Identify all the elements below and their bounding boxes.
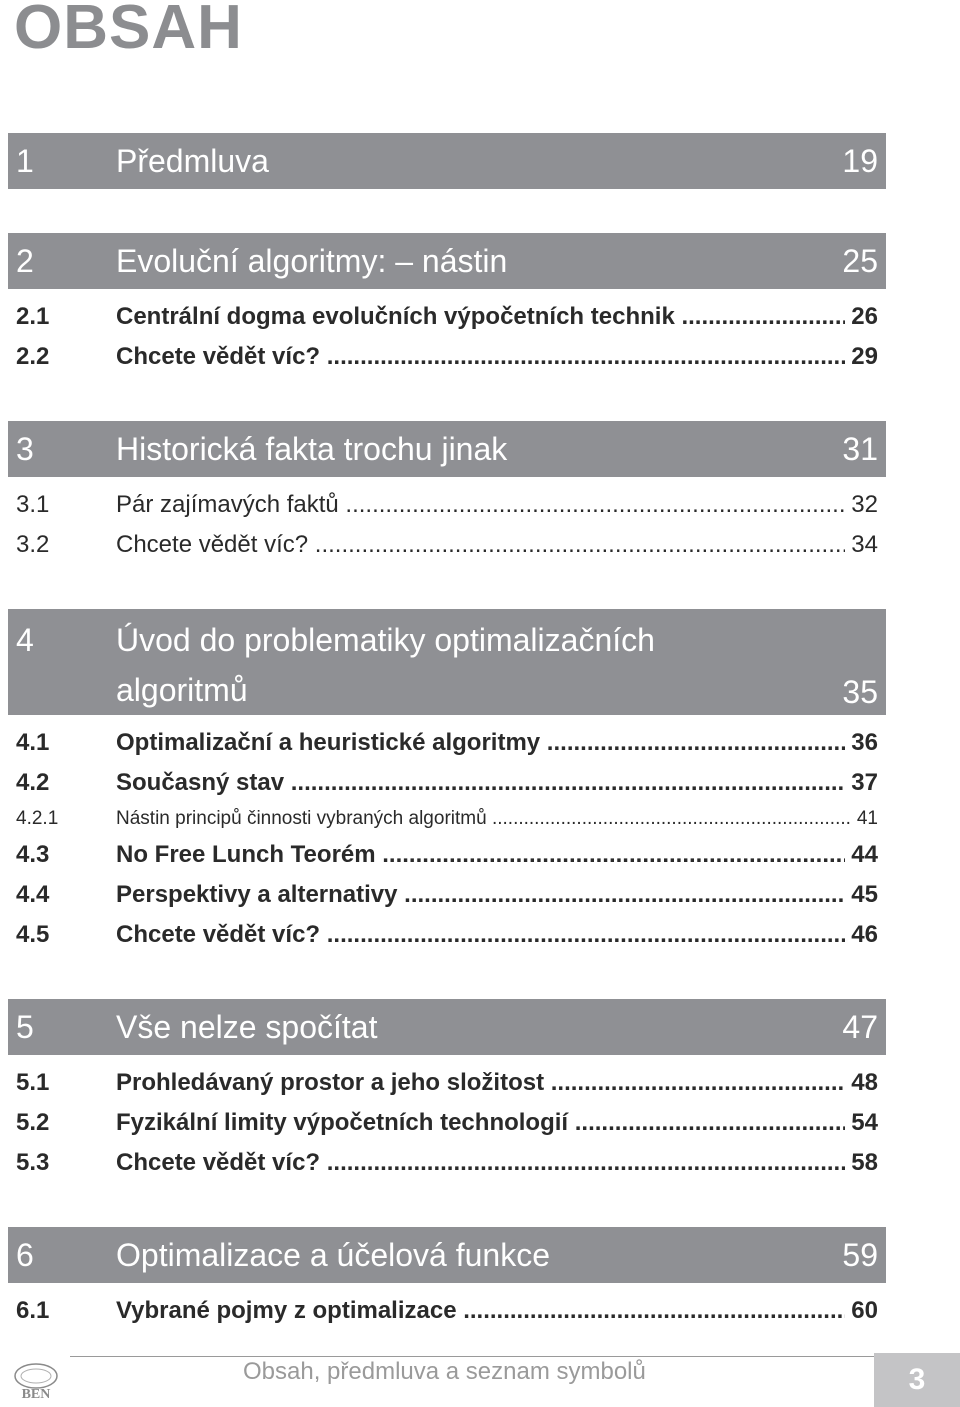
page-footer xyxy=(0,1352,960,1407)
chapter-number: 2 xyxy=(16,242,34,279)
chapter-title: Optimalizace a účelová funkce xyxy=(116,1237,550,1273)
section-title: Chcete vědět víc? ..... xyxy=(116,525,845,565)
section-page: 34 xyxy=(845,525,878,565)
section-list xyxy=(8,477,886,565)
chapter-title-line-2: algoritmů xyxy=(116,672,248,708)
section-number: 5.1 xyxy=(16,1069,50,1096)
toc-entry[interactable] xyxy=(8,1103,886,1143)
publisher-logo xyxy=(12,1360,60,1402)
section-number: 2.1 xyxy=(16,303,50,330)
toc-entry[interactable] xyxy=(8,525,886,565)
section-list xyxy=(8,715,886,955)
section-title: No Free Lunch Teorém ..... xyxy=(116,835,845,875)
section-page: 48 xyxy=(845,1063,878,1103)
section-title: Perspektivy a alternativy ..... xyxy=(116,875,845,915)
chapter-4 xyxy=(8,609,886,955)
section-number: 5.3 xyxy=(16,1149,50,1176)
toc-entry[interactable] xyxy=(8,723,886,763)
section-list xyxy=(8,1055,886,1183)
chapter-number: 4 xyxy=(16,622,34,658)
section-title: Prohledávaný prostor a jeho složitost ..... xyxy=(116,1063,845,1103)
section-number: 4.1 xyxy=(16,729,50,756)
toc-entry[interactable] xyxy=(8,485,886,525)
toc-entry[interactable] xyxy=(8,835,886,875)
toc-entry[interactable] xyxy=(8,763,886,803)
toc-entry[interactable] xyxy=(8,297,886,337)
chapter-number: 3 xyxy=(16,430,34,467)
chapter-page: 47 xyxy=(842,1008,878,1045)
chapter-title: Historická fakta trochu jinak xyxy=(116,431,508,467)
chapter-heading[interactable] xyxy=(8,609,886,715)
section-page: 54 xyxy=(845,1103,878,1143)
section-page: 44 xyxy=(845,835,878,875)
chapter-heading[interactable] xyxy=(8,421,886,477)
section-title: Centrální dogma evolučních výpočetních technik ..... xyxy=(116,297,845,337)
footer-section-title: Obsah, předmluva a seznam symbolů xyxy=(243,1358,646,1385)
section-list xyxy=(8,1283,886,1331)
section-title: Vybrané pojmy z optimalizace ..... xyxy=(116,1291,845,1331)
section-number: 2.2 xyxy=(16,343,50,370)
section-number: 4.3 xyxy=(16,841,50,868)
chapter-page: 31 xyxy=(842,430,878,467)
section-page: 26 xyxy=(845,297,878,337)
toc-subentry[interactable] xyxy=(8,803,886,835)
toc-entry[interactable] xyxy=(8,337,886,377)
section-page: 36 xyxy=(845,723,878,763)
toc-entry[interactable] xyxy=(8,1143,886,1183)
section-page: 45 xyxy=(845,875,878,915)
chapter-heading[interactable] xyxy=(8,999,886,1055)
chapter-title: Předmluva xyxy=(116,143,269,179)
chapter-page: 35 xyxy=(842,674,878,710)
page-title: OBSAH xyxy=(14,0,243,62)
section-page: 41 xyxy=(851,803,878,835)
section-page: 32 xyxy=(845,485,878,525)
section-number: 6.1 xyxy=(16,1297,50,1324)
section-page: 37 xyxy=(845,763,878,803)
section-number: 3.2 xyxy=(16,531,50,558)
toc-entry[interactable] xyxy=(8,875,886,915)
chapter-page: 25 xyxy=(842,242,878,279)
section-number: 3.1 xyxy=(16,491,50,518)
section-list xyxy=(8,289,886,377)
chapter-number: 5 xyxy=(16,1008,34,1045)
section-title: Optimalizační a heuristické algoritmy ..... xyxy=(116,723,845,763)
svg-text:BEN: BEN xyxy=(21,1387,51,1402)
section-number: 4.2 xyxy=(16,769,50,796)
section-page: 46 xyxy=(845,915,878,955)
section-title: Chcete vědět víc? ..... xyxy=(116,337,845,377)
section-number: 4.2.1 xyxy=(16,808,59,829)
chapter-1 xyxy=(8,133,886,189)
section-number: 4.5 xyxy=(16,921,50,948)
page-number: 3 xyxy=(874,1353,960,1407)
section-title: Chcete vědět víc? ..... xyxy=(116,1143,845,1183)
section-title: Současný stav ..... xyxy=(116,763,845,803)
toc-entry[interactable] xyxy=(8,915,886,955)
table-of-contents xyxy=(8,133,886,1375)
toc-entry[interactable] xyxy=(8,1063,886,1103)
chapter-number: 6 xyxy=(16,1236,34,1273)
chapter-2 xyxy=(8,233,886,377)
toc-entry[interactable] xyxy=(8,1291,886,1331)
section-number: 4.4 xyxy=(16,881,50,908)
chapter-page: 59 xyxy=(842,1236,878,1273)
section-title: Pár zajímavých faktů ..... xyxy=(116,485,845,525)
chapter-title xyxy=(116,615,818,715)
chapter-heading[interactable] xyxy=(8,233,886,289)
section-page: 58 xyxy=(845,1143,878,1183)
section-title: Fyzikální limity výpočetních technologií ..... xyxy=(116,1103,845,1143)
section-title: Nástin principů činnosti vybraných algoritmů ..... xyxy=(116,803,851,835)
chapter-title: Evoluční algoritmy: – nástin xyxy=(116,243,508,279)
chapter-6 xyxy=(8,1227,886,1331)
chapter-heading[interactable] xyxy=(8,133,886,189)
chapter-5 xyxy=(8,999,886,1183)
chapter-3 xyxy=(8,421,886,565)
section-title: Chcete vědět víc? ..... xyxy=(116,915,845,955)
chapter-title: Vše nelze spočítat xyxy=(116,1009,378,1045)
chapter-number: 1 xyxy=(16,142,34,179)
chapter-page: 19 xyxy=(842,142,878,179)
section-page: 60 xyxy=(845,1291,878,1331)
chapter-heading[interactable] xyxy=(8,1227,886,1283)
section-number: 5.2 xyxy=(16,1109,50,1136)
footer-divider xyxy=(70,1356,880,1357)
section-page: 29 xyxy=(845,337,878,377)
chapter-title-line-1: Úvod do problematiky optimalizačních xyxy=(116,622,655,658)
